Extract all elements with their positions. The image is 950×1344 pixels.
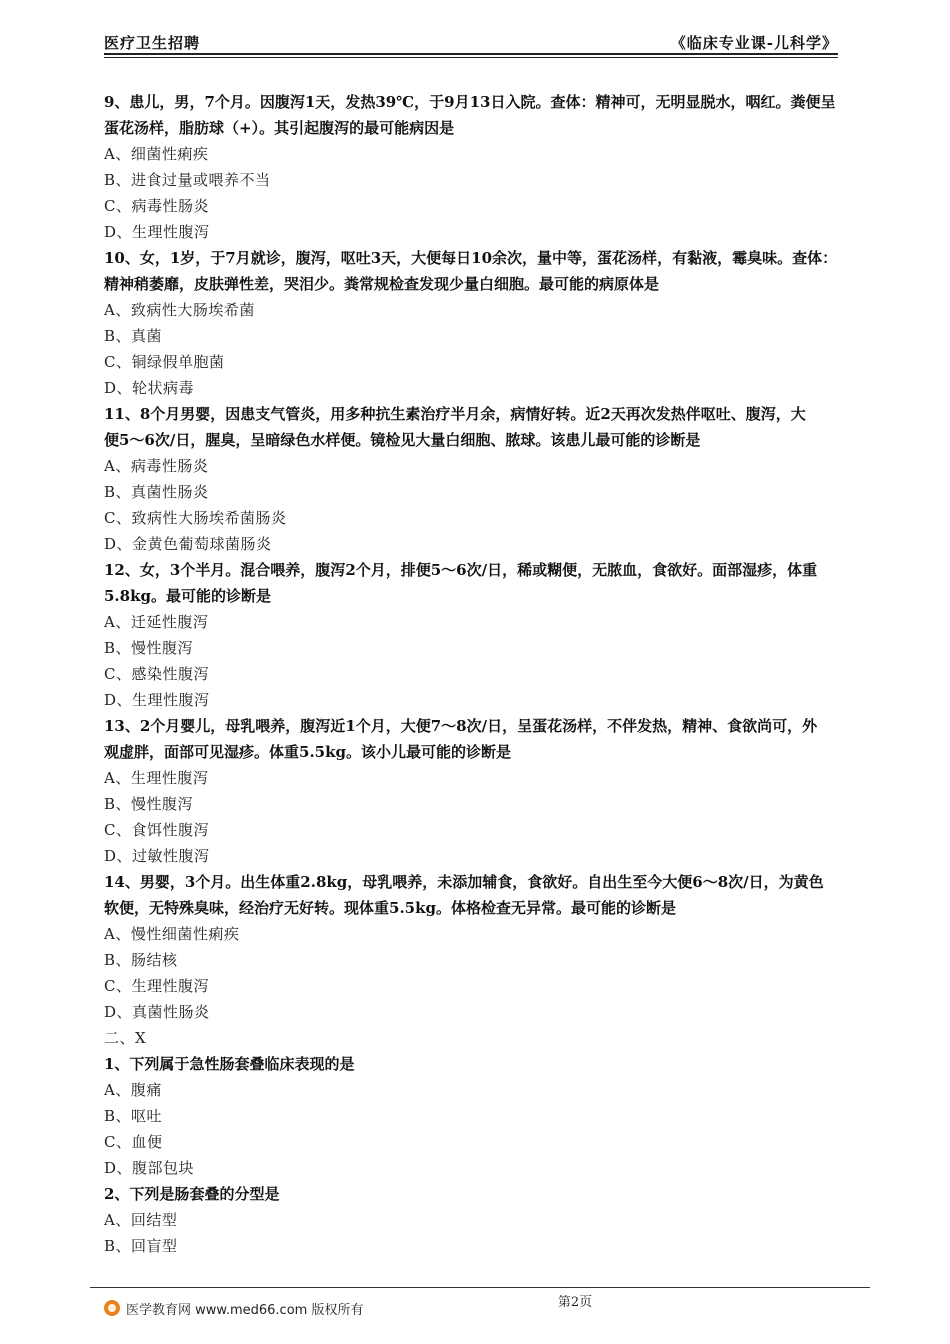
- option-line: D、过敏性腹泻: [104, 847, 210, 865]
- option-line: C、铜绿假单胞菌: [104, 353, 225, 371]
- option-line: A、回结型: [104, 1211, 178, 1229]
- option-line: B、真菌性肠炎: [104, 483, 209, 501]
- option-line: D、生理性腹泻: [104, 691, 210, 709]
- page-footer: [104, 1297, 363, 1319]
- option-line: B、进食过量或喂养不当: [104, 171, 271, 189]
- question-line: 1、下列属于急性肠套叠临床表现的是: [104, 1055, 355, 1073]
- footer-rule: [90, 1287, 870, 1288]
- header-left-title: 医疗卫生招聘: [104, 34, 201, 52]
- site-logo-icon: [104, 1300, 120, 1316]
- option-line: D、真菌性肠炎: [104, 1003, 210, 1021]
- option-line: D、生理性腹泻: [104, 223, 210, 241]
- option-line: C、生理性腹泻: [104, 977, 209, 995]
- option-line: A、慢性细菌性痢疾: [104, 925, 240, 943]
- question-line: 观虚胖，面部可见湿疹。体重5.5kg。该小儿最可能的诊断是: [104, 743, 511, 761]
- question-line: 9、患儿，男，7个月。因腹泻1天，发热39℃，于9月13日入院。查体：精神可，无明显脱水，咽红。粪便呈: [104, 93, 836, 111]
- header-right-title: 《临床专业课-儿科学》: [670, 34, 838, 52]
- question-line: 10、女，1岁，于7月就诊，腹泻，呕吐3天，大便每日10余次，量中等，蛋花汤样，有黏液，霉臭味。查体：: [104, 249, 838, 267]
- option-line: A、生理性腹泻: [104, 769, 209, 787]
- question-line: 软便，无特殊臭味，经治疗无好转。现体重5.5kg。体格检查无异常。最可能的诊断是: [104, 899, 676, 917]
- option-line: A、腹痛: [104, 1081, 162, 1099]
- option-line: C、食饵性腹泻: [104, 821, 209, 839]
- option-line: C、感染性腹泻: [104, 665, 209, 683]
- question-line: 便5～6次/日，腥臭，呈暗绿色水样便。镜检见大量白细胞、脓球。该患儿最可能的诊断是: [104, 431, 701, 449]
- header-rule-thin: [104, 57, 838, 58]
- option-line: B、呕吐: [104, 1107, 163, 1125]
- question-line: 5.8kg。最可能的诊断是: [104, 587, 271, 605]
- option-line: B、肠结核: [104, 951, 178, 969]
- question-line: 精神稍萎靡，皮肤弹性差，哭泪少。粪常规检查发现少量白细胞。最可能的病原体是: [104, 275, 660, 293]
- option-line: A、细菌性痢疾: [104, 145, 209, 163]
- question-line: 2、下列是肠套叠的分型是: [104, 1185, 280, 1203]
- option-line: B、真菌: [104, 327, 163, 345]
- option-line: B、慢性腹泻: [104, 795, 194, 813]
- question-line: 蛋花汤样，脂肪球（+）。其引起腹泻的最可能病因是: [104, 119, 455, 137]
- option-line: A、迁延性腹泻: [104, 613, 209, 631]
- option-line: 二、X: [104, 1029, 147, 1047]
- header-rule: [104, 53, 838, 55]
- option-line: D、金黄色葡萄球菌肠炎: [104, 535, 272, 553]
- option-line: C、病毒性肠炎: [104, 197, 209, 215]
- question-line: 13、2个月婴儿，母乳喂养，腹泻近1个月，大便7～8次/日，呈蛋花汤样，不伴发热，精神、食欲尚可，外: [104, 717, 818, 735]
- page-header: [104, 30, 838, 56]
- question-line: 11、8个月男婴，因患支气管炎，用多种抗生素治疗半月余，病情好转。近2天再次发热伴呕吐、腹泻，大: [104, 405, 806, 423]
- question-line: 14、男婴，3个月。出生体重2.8kg，母乳喂养，未添加辅食，食欲好。自出生至今大便6～8次/日，为黄色: [104, 873, 824, 891]
- option-line: B、回盲型: [104, 1237, 178, 1255]
- option-line: D、轮状病毒: [104, 379, 195, 397]
- option-line: C、血便: [104, 1133, 163, 1151]
- option-line: B、慢性腹泻: [104, 639, 194, 657]
- document-body: [104, 89, 852, 1259]
- page-number: 第2页: [557, 1295, 593, 1310]
- option-line: A、致病性大肠埃希菌: [104, 301, 255, 319]
- footer-copyright: 医学教育网 www.med66.com 版权所有: [126, 1302, 364, 1318]
- question-line: 12、女，3个半月。混合喂养，腹泻2个月，排便5～6次/日，稀或糊便，无脓血，食欲好。面部湿疹，体重: [104, 561, 818, 579]
- option-line: C、致病性大肠埃希菌肠炎: [104, 509, 287, 527]
- option-line: A、病毒性肠炎: [104, 457, 209, 475]
- option-line: D、腹部包块: [104, 1159, 195, 1177]
